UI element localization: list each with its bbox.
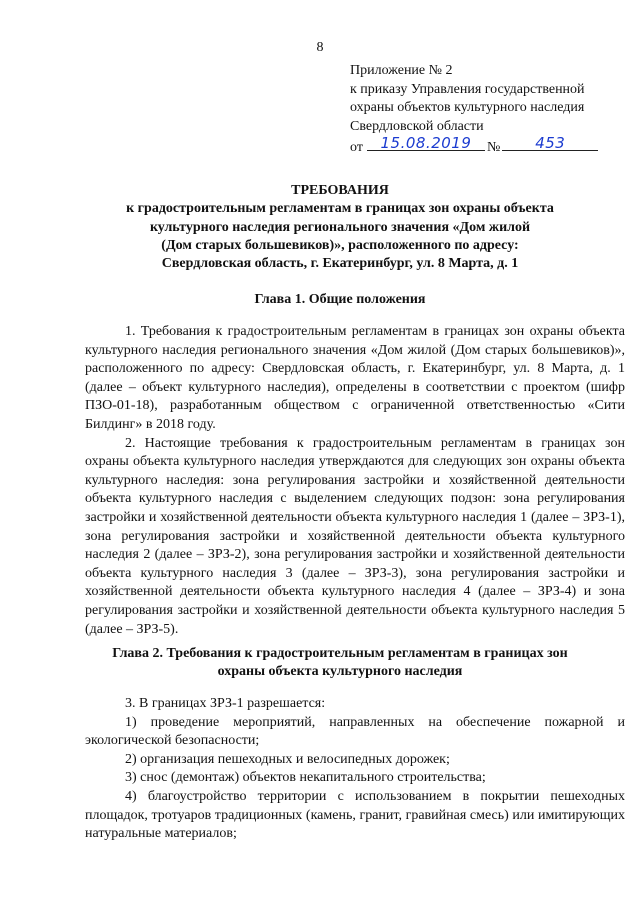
chapter-1-heading: Глава 1. Общие положения bbox=[254, 292, 426, 307]
appendix-line: Свердловской области bbox=[350, 118, 484, 134]
title-line: культурного наследия регионального значения «Дом жилой bbox=[149, 219, 531, 235]
order-date-number bbox=[350, 133, 630, 158]
list-item: 1) проведение мероприятий, направленных на обеспечение пожарной и экологической безопасности; bbox=[85, 714, 625, 749]
paragraph-1: 1. Требования к градостроительным регламентам в границах зон охраны объекта культурного наследия регионального значения «Дом жилой (Дом старых большевиков)», расположенного по адресу: Свердловская область, г. Екатеринбург, ул. 8 Марта, д. 1 (далее – объект культурного наследия), определены в соответствии с проектом (шифр ПЗО-01-18), разработанным обществом с ограниченной ответственностью «Сити Билдинг» в 2018 году. bbox=[85, 324, 625, 432]
date-field bbox=[367, 133, 485, 152]
document-title bbox=[60, 182, 620, 273]
handwritten-number: 453 bbox=[535, 133, 566, 152]
chapter-1-body bbox=[85, 323, 625, 639]
date-prefix: от bbox=[350, 140, 363, 156]
heading-line: Глава 2. Требования к градостроительным регламентам в границах зон bbox=[112, 646, 568, 661]
title-line: ТРЕБОВАНИЯ bbox=[291, 183, 389, 198]
number-field bbox=[502, 133, 598, 152]
appendix-line: охраны объектов культурного наследия bbox=[350, 100, 585, 116]
list-item: 3) снос (демонтаж) объектов некапитального строительства; bbox=[125, 770, 486, 786]
title-line: (Дом старых большевиков)», расположенного по адресу: bbox=[161, 237, 519, 253]
title-line: Свердловская область, г. Екатеринбург, ул. 8 Марта, д. 1 bbox=[161, 256, 519, 272]
paragraph-3: 3. В границах ЗРЗ-1 разрешается: bbox=[125, 696, 326, 711]
chapter-2-body bbox=[85, 695, 625, 844]
paragraph-2: 2. Настоящие требования к градостроительным регламентам в границах зон охраны объекта культурного наследия утверждаются для следующих зон охраны объекта культурного наследия: зона регулирования застройки и хозяйственной деятельности объекта культурного наследия с выделением следующих подзон: зона регулирования застройки и хозяйственной деятельности объекта культурного наследия 1 (далее – ЗРЗ-1), зона регулирования застройки и хозяйственной деятельности объекта культурного наследия 2 (далее – ЗРЗ-2), зона регулирования застройки и хозяйственной деятельности объекта культурного наследия 3 (далее – ЗРЗ-3), зона регулирования застройки и хозяйственной деятельности объекта культурного наследия 4 (далее – ЗРЗ-4) и зона регулирования застройки и хозяйственной деятельности объекта культурного наследия 5 (далее – ЗРЗ-5). bbox=[85, 435, 625, 637]
appendix-line: к приказу Управления государственной bbox=[350, 81, 585, 97]
page-number: 8 bbox=[316, 40, 324, 55]
title-line: к градостроительным регламентам в границах зон охраны объекта bbox=[126, 201, 554, 217]
list-item: 4) благоустройство территории с использованием в покрытии пешеходных площадок, тротуаров традиционных (камень, гранит, гравийная смесь) или имитирующих натуральные материалов; bbox=[85, 788, 625, 842]
chapter-2-heading bbox=[60, 645, 620, 682]
appendix-line: Приложение № 2 bbox=[350, 63, 453, 78]
handwritten-date: 15.08.2019 bbox=[380, 133, 472, 152]
appendix-header bbox=[350, 62, 630, 158]
heading-line: охраны объекта культурного наследия bbox=[217, 664, 463, 680]
list-item: 2) организация пешеходных и велосипедных дорожек; bbox=[125, 751, 450, 767]
number-prefix: № bbox=[486, 140, 501, 156]
